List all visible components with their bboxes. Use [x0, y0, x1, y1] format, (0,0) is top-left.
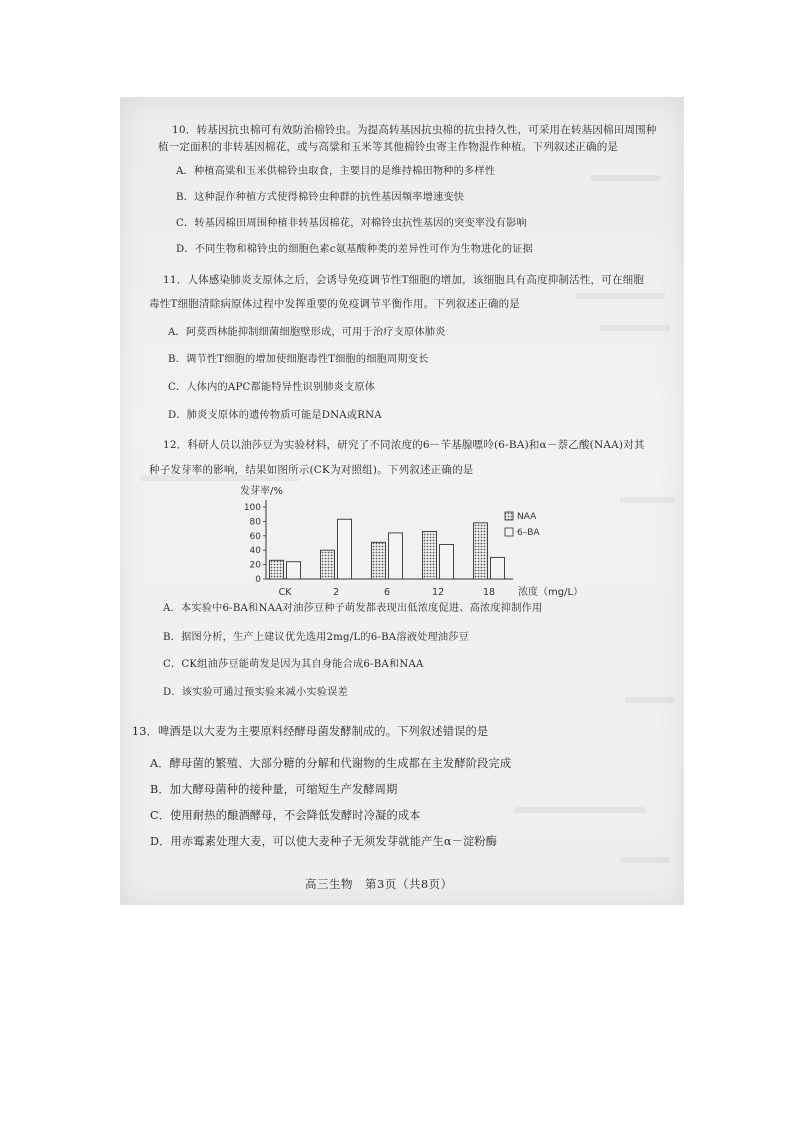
q13-option-c: C．使用耐热的酿酒酵母，不会降低发酵时冷凝的成本 — [150, 809, 421, 822]
q10-stem-line1: 10．转基因抗虫棉可有效防治棉铃虫。为提高转基因抗虫棉的抗虫持久性，可采用在转基因棉田周围种 — [172, 124, 657, 136]
bar-naa-2 — [321, 550, 335, 579]
x-tick-label: 6 — [383, 587, 391, 598]
legend-label-naa: NAA — [517, 512, 537, 522]
bar-6ba-18 — [491, 557, 505, 579]
bar-6ba-6 — [389, 533, 403, 579]
chart-xlabel: 浓度（mg/L） — [518, 587, 584, 598]
bar-6ba-ck — [287, 562, 301, 579]
q11-option-c: C．人体内的APC都能特异性识别肺炎支原体 — [168, 382, 376, 393]
q11-option-b: B．调节性T细胞的增加使细胞毒性T细胞的细胞周期变长 — [168, 354, 429, 365]
q13-option-a: A．酵母菌的繁殖、大部分糖的分解和代谢物的生成都在主发酵阶段完成 — [150, 757, 512, 770]
legend — [505, 512, 540, 538]
bar-6ba-12 — [440, 544, 454, 579]
y-tick-label: 80 — [249, 517, 261, 528]
q13-stem: 13．啤酒是以大麦为主要原料经酵母菌发酵制成的。下列叙述错误的是 — [132, 725, 489, 738]
bar-naa-18 — [474, 523, 488, 579]
q12-option-a: A．本实验中6-BA和NAA对油莎豆种子萌发都表现出低浓度促进、高浓度抑制作用 — [163, 603, 543, 614]
germination-bar-chart — [228, 482, 628, 612]
x-tick-labels — [279, 587, 495, 598]
bar-naa-12 — [423, 531, 437, 579]
q11-stem-line1: 11．人体感染肺炎支原体之后，会诱导免疫调节性T细胞的增加，该细胞具有高度抑制活性，可在细胞 — [163, 274, 645, 286]
q11-stem-line2: 毒性T细胞清除病原体过程中发挥重要的免疫调节平衡作用。下列叙述正确的是 — [149, 298, 521, 310]
y-tick-label: 20 — [249, 560, 261, 571]
chart-ylabel: 发芽率/% — [240, 486, 283, 497]
q12-stem-line2: 种子发芽率的影响，结果如图所示(CK为对照组)。下列叙述正确的是 — [149, 464, 474, 476]
bars — [270, 519, 505, 579]
page-footer: 高三生物 第3页（共8页） — [305, 877, 453, 891]
bar-naa-6 — [372, 542, 386, 579]
x-tick-label: 18 — [482, 587, 496, 598]
q13-option-d: D．用赤霉素处理大麦，可以使大麦种子无须发芽就能产生α－淀粉酶 — [150, 835, 498, 848]
q11-option-d: D．肺炎支原体的遗传物质可能是DNA或RNA — [168, 410, 382, 421]
q12-stem-line1: 12．科研人员以油莎豆为实验材料，研究了不同浓度的6－苄基腺嘌呤(6-BA)和α－萘乙酸(NAA)对其 — [163, 439, 645, 451]
y-tick-label: 100 — [243, 503, 261, 513]
legend-label-6ba: 6–BA — [517, 528, 540, 538]
q10-option-d: D．不同生物和棉铃虫的细胞色素c氨基酸种类的差异性可作为生物进化的证据 — [176, 244, 534, 255]
q10-option-a: A．种植高粱和玉米供棉铃虫取食，主要目的是维持棉田物种的多样性 — [176, 166, 496, 177]
q12-option-c: C．CK组油莎豆能萌发是因为其自身能合成6-BA和NAA — [163, 659, 424, 670]
q10-stem-line2: 植一定面积的非转基因棉花，或与高粱和玉米等其他棉铃虫寄主作物混作种植。下列叙述正确的是 — [158, 141, 619, 153]
q10-option-c: C．转基因棉田周围种植非转基因棉花，对棉铃虫抗性基因的突变率没有影响 — [176, 218, 527, 229]
q13-option-b: B．加大酵母菌种的接种量，可缩短生产发酵周期 — [150, 783, 398, 796]
legend-swatch-naa — [505, 512, 513, 520]
x-tick-label: 2 — [332, 587, 340, 598]
q12-option-d: D．该实验可通过预实验来减小实验误差 — [163, 687, 348, 698]
q11-option-a: A．阿莫西林能抑制细菌细胞壁形成，可用于治疗支原体肺炎 — [168, 327, 446, 338]
bar-naa-ck — [270, 560, 284, 579]
q12-option-b: B．据图分析，生产上建议优先选用2mg/L的6-BA溶液处理油莎豆 — [163, 632, 470, 643]
y-ticks — [244, 503, 266, 585]
legend-swatch-6ba — [505, 528, 513, 536]
y-tick-label: 0 — [255, 575, 261, 585]
bar-6ba-2 — [338, 519, 352, 579]
y-tick-label: 40 — [249, 546, 261, 557]
x-tick-label: CK — [278, 587, 292, 598]
q10-option-b: B．这种混作种植方式使得棉铃虫种群的抗性基因频率增速变快 — [176, 192, 465, 203]
x-tick-label: 12 — [431, 587, 445, 598]
y-tick-label: 60 — [249, 531, 261, 542]
